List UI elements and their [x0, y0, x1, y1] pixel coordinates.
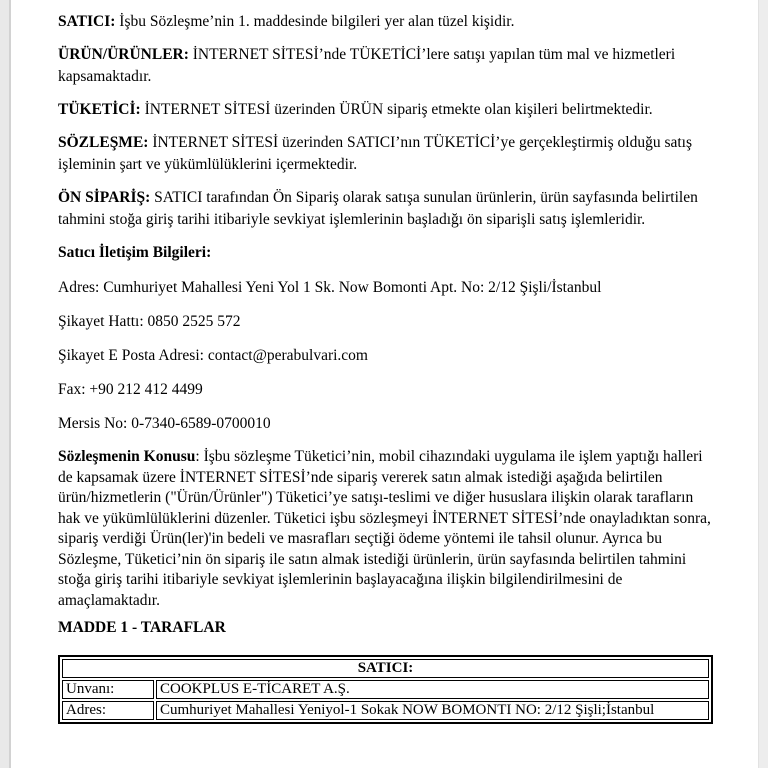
definition-urun-label: ÜRÜN/ÜRÜNLER: [58, 46, 189, 63]
definition-satici [58, 11, 713, 33]
definition-sozlesme-text: İNTERNET SİTESİ üzerinden SATICI’nın TÜKETİCİ’ye gerçekleştirmiş olduğu satış işleminin şart ve yükümlülüklerini içermektedir. [58, 134, 692, 173]
contact-line-adres: Adres: Cumhuriyet Mahallesi Yeni Yol 1 Sk. Now Bomonti Apt. No: 2/12 Şişli/İstanbul [58, 279, 602, 296]
contact-line-sikayet-eposta: Şikayet E Posta Adresi: contact@perabulvari.com [58, 347, 368, 364]
satici-table [58, 655, 713, 724]
definition-tuketici-label: TÜKETİCİ: [58, 101, 141, 118]
contact-line-mersis: Mersis No: 0-7340-6589-0700010 [58, 415, 271, 432]
contract-content [58, 11, 713, 724]
page-right-edge [758, 0, 768, 768]
definition-on-siparis-label: ÖN SİPARİŞ: [58, 189, 151, 206]
contact-heading: Satıcı İletişim Bilgileri: [58, 244, 212, 261]
definition-urun-text: İNTERNET SİTESİ’nde TÜKETİCİ’lere satışı yapılan tüm mal ve hizmetleri kapsamaktadır. [58, 46, 676, 85]
subject-text: : İşbu sözleşme Tüketici’nin, mobil cihazındaki uygulama ile işlem yaptığı halleri de kapsamak üzere İNTERNET SİTESİ’nde sipariş vererek satın almak istediği aşağıda belirtilen ürün/hizmetlerin ("Ürün/Ürünler") Tüketici’ye satışı-teslimi ve diğer hususlara ilişkin olarak tarafların hak ve yükümlülüklerini düzenler. Tüketici işbu sözleşmeyi İNTERNET SİTESİ’nde onayladıktan sonra, sipariş verdiği Ürün(ler)'in bedeli ve masrafları seçtiği ödeme yöntemi ile tahsil olunur. Ayrıca bu Sözleşme, Tüketici’nin ön sipariş ile satın almak istediği ürünlerin, ürün sayfasında belirtilen tahmini stoğa giriş tarihi itibariyle sevkiyat işlemlerinin başlayacağına ilişkin bilgilendirilmesini de amaçlamaktadır. [58, 448, 711, 609]
madde1-heading: MADDE 1 - TARAFLAR [58, 619, 226, 636]
table-row-adres-value: Cumhuriyet Mahallesi Yeniyol-1 Sokak NOW BOMONTI NO: 2/12 Şişli;İstanbul [156, 701, 709, 720]
definition-sozlesme [58, 132, 713, 176]
definition-urun [58, 44, 713, 88]
definition-tuketici-text: İNTERNET SİTESİ üzerinden ÜRÜN sipariş etmekte olan kişileri belirtmektedir. [144, 101, 653, 118]
table-row-adres [62, 701, 709, 720]
contact-line-fax: Fax: +90 212 412 4499 [58, 381, 203, 398]
definition-satici-text: İşbu Sözleşme’nin 1. maddesinde bilgileri yer alan tüzel kişidir. [119, 13, 515, 30]
contact-line-sikayet-hatti: Şikayet Hattı: 0850 2525 572 [58, 313, 241, 330]
table-row-unvani [62, 680, 709, 699]
definition-on-siparis [58, 187, 713, 231]
subject-paragraph [58, 447, 713, 611]
page-left-edge [0, 0, 11, 768]
subject-label: Sözleşmenin Konusu [58, 448, 196, 465]
table-row-unvani-label: Unvanı: [62, 680, 154, 699]
table-row-adres-label: Adres: [62, 701, 154, 720]
definition-on-siparis-text: SATICI tarafından Ön Sipariş olarak satışa sunulan ürünlerin, ürün sayfasında belirtilen tahmini stoğa giriş tarihi itibariyle sevkiyat işlemlerinin başladığı ön siparişli satış işlemleridir. [58, 189, 698, 228]
table-header-row [62, 659, 709, 678]
definition-sozlesme-label: SÖZLEŞME: [58, 134, 149, 151]
table-header-satici: SATICI: [62, 659, 709, 678]
definition-tuketici [58, 99, 713, 121]
table-row-unvani-value: COOKPLUS E-TİCARET A.Ş. [156, 680, 709, 699]
definition-satici-label: SATICI: [58, 13, 116, 30]
